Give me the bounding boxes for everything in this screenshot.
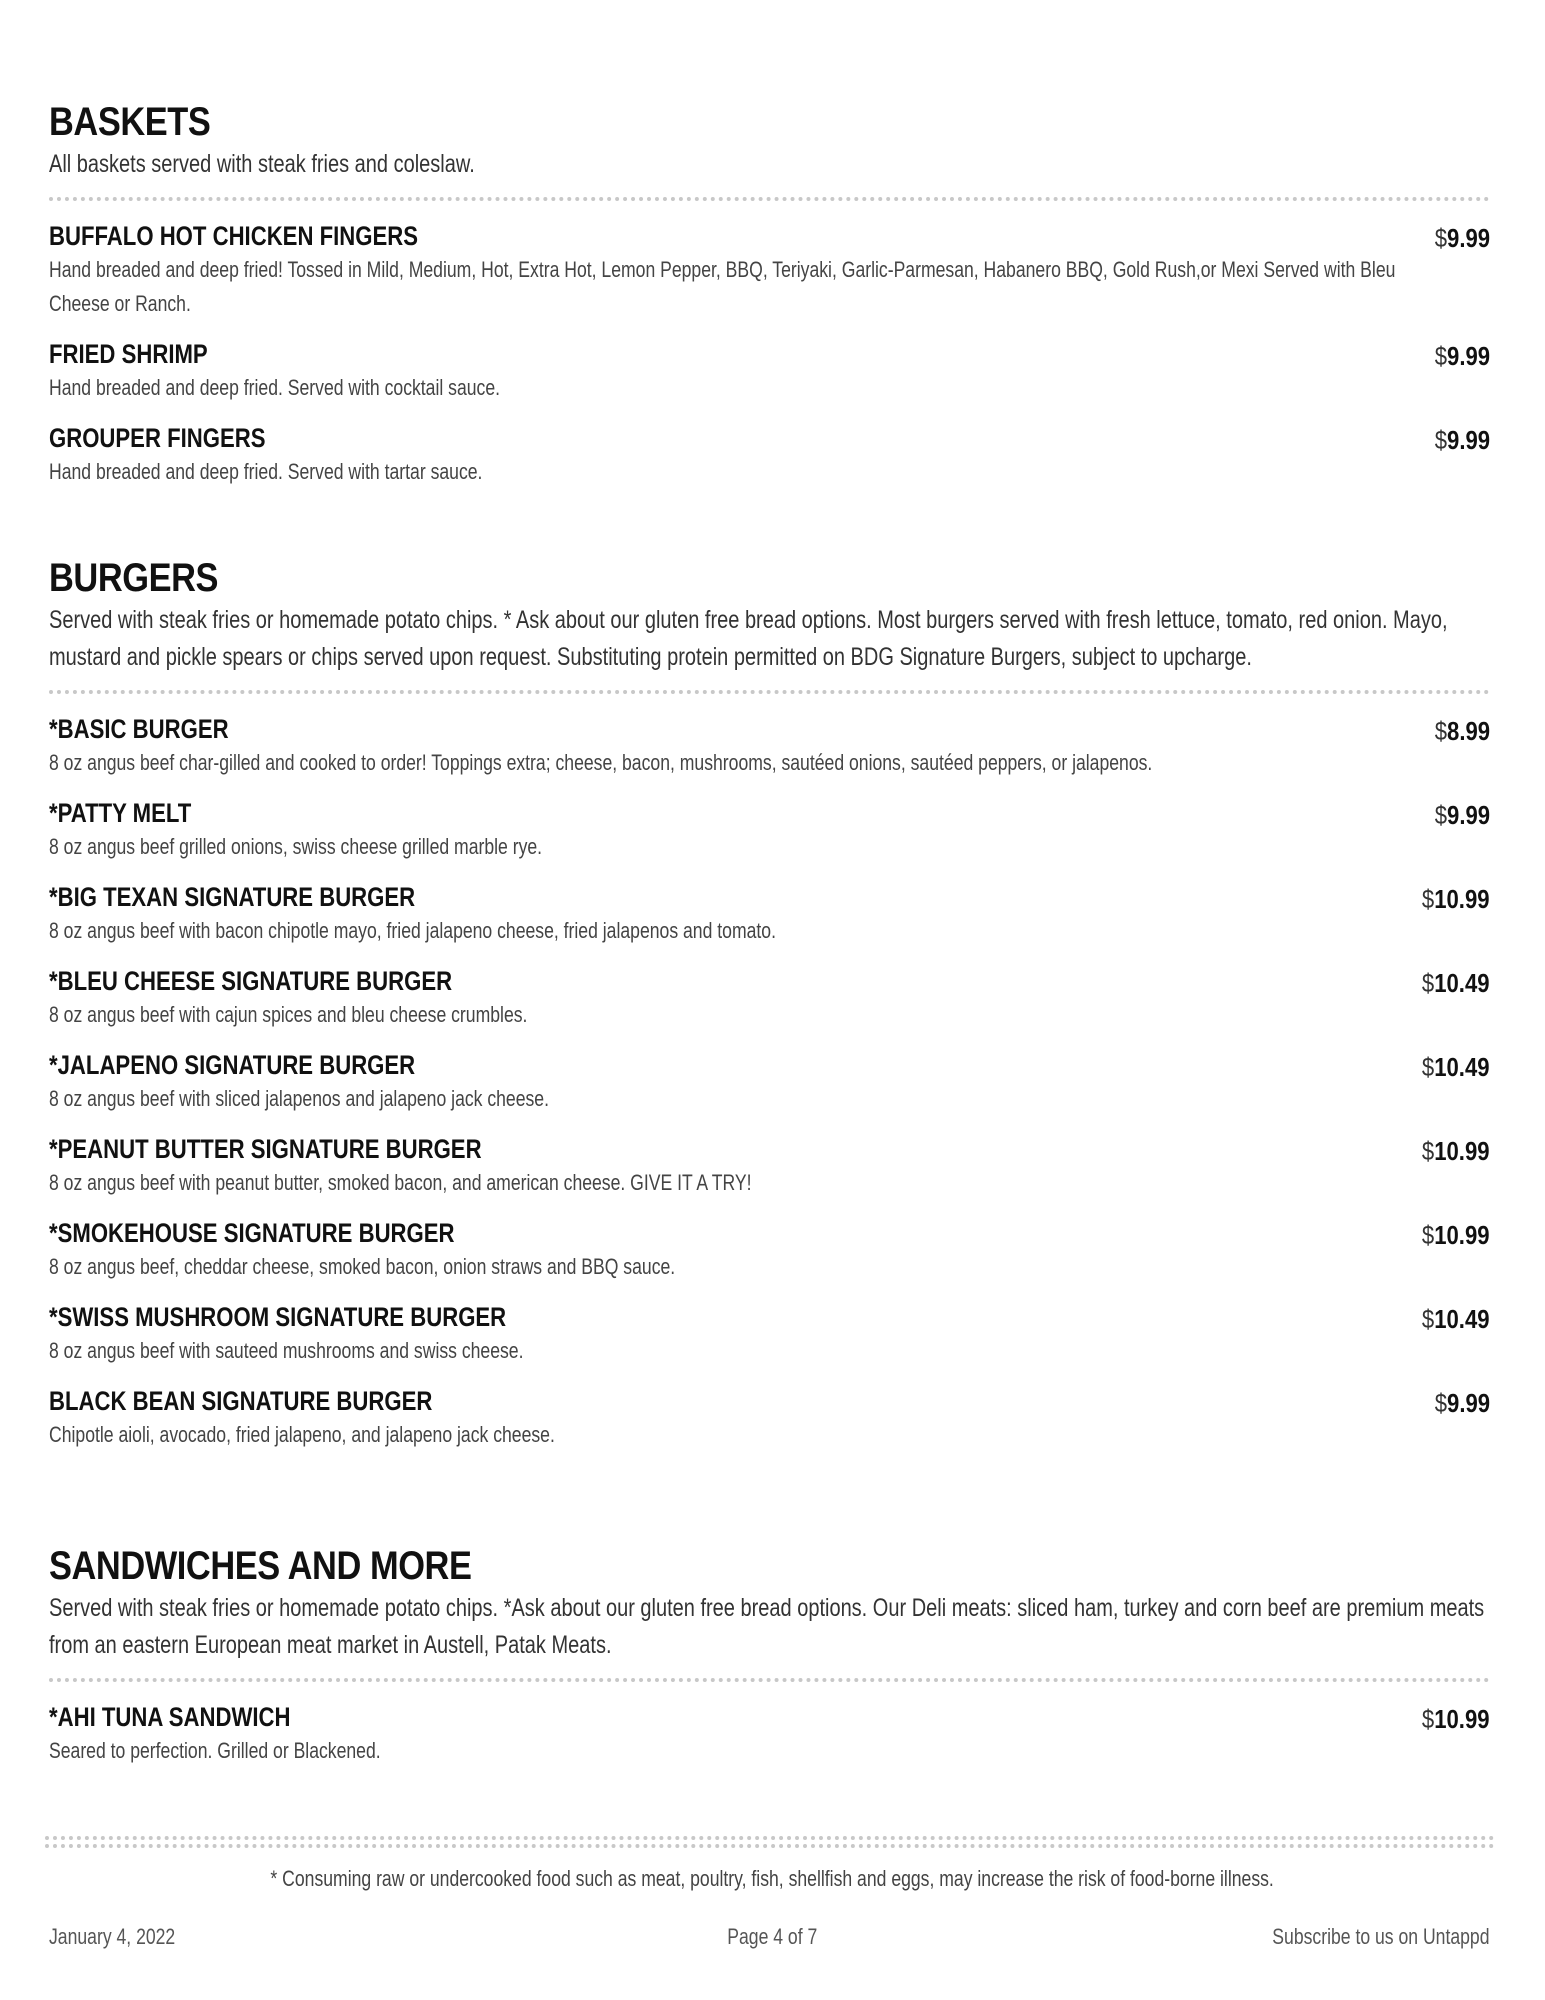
item-description: Hand breaded and deep fried. Served with tartar sauce. xyxy=(49,459,483,484)
price-value: 9.99 xyxy=(1446,800,1490,830)
page-number-text: Page 4 of 7 xyxy=(727,1924,818,1949)
item-price xyxy=(1422,1704,1490,1735)
currency-symbol: $ xyxy=(1422,1220,1435,1250)
section-divider xyxy=(49,690,1490,694)
price-value: 10.99 xyxy=(1434,1220,1490,1250)
section-burgers xyxy=(49,556,1490,1468)
section-description: Served with steak fries or homemade potato chips. *Ask about our gluten free bread options. Our Deli meats: sliced ham, turkey and corn beef are premium meats from an eastern European meat market in Austell, Patak Meats. xyxy=(49,1594,1485,1659)
currency-symbol: $ xyxy=(1434,716,1447,746)
currency-symbol: $ xyxy=(1434,223,1447,253)
menu-item xyxy=(49,796,1490,864)
menu-item xyxy=(49,1384,1490,1452)
menu-item xyxy=(49,219,1490,321)
item-description: Hand breaded and deep fried! Tossed in Mild, Medium, Hot, Extra Hot, Lemon Pepper, BBQ, Teriyaki, Garlic-Parmesan, Habanero BBQ, Gold Rush,or Mexi Served with Bleu Cheese or Ranch. xyxy=(49,257,1396,316)
footer-divider xyxy=(45,1844,1495,1848)
item-name: *BASIC BURGER xyxy=(49,714,229,744)
item-name: BUFFALO HOT CHICKEN FINGERS xyxy=(49,221,418,251)
item-name: *AHI TUNA SANDWICH xyxy=(49,1702,291,1732)
currency-symbol: $ xyxy=(1434,800,1447,830)
item-name: *JALAPENO SIGNATURE BURGER xyxy=(49,1050,416,1080)
item-price xyxy=(1435,341,1490,372)
item-description: 8 oz angus beef, cheddar cheese, smoked bacon, onion straws and BBQ sauce. xyxy=(49,1254,676,1279)
item-price xyxy=(1422,1220,1490,1251)
menu-item xyxy=(49,421,1490,489)
menu-item xyxy=(49,1700,1490,1768)
section-title: BASKETS xyxy=(49,100,211,144)
disclaimer xyxy=(0,1866,1545,1892)
price-value: 9.99 xyxy=(1446,341,1490,371)
menu-item xyxy=(49,880,1490,948)
section-baskets xyxy=(49,100,1490,505)
section-description: Served with steak fries or homemade potato chips. * Ask about our gluten free bread options. Most burgers served with fresh lettuce, tomato, red onion. Mayo, mustard and pickle spears or chips served upon request. Substituting protein permitted on BDG Signature Burgers, subject to upcharge. xyxy=(49,606,1448,671)
price-value: 10.49 xyxy=(1434,1052,1490,1082)
item-name: *PEANUT BUTTER SIGNATURE BURGER xyxy=(49,1134,482,1164)
currency-symbol: $ xyxy=(1434,341,1447,371)
price-value: 8.99 xyxy=(1446,716,1490,746)
item-description: Hand breaded and deep fried. Served with cocktail sauce. xyxy=(49,375,501,400)
disclaimer-text: * Consuming raw or undercooked food such as meat, poultry, fish, shellfish and eggs, may increase the risk of food-borne illness. xyxy=(270,1866,1275,1891)
subscribe-link[interactable] xyxy=(1218,1924,1490,1950)
currency-symbol: $ xyxy=(1434,425,1447,455)
item-price xyxy=(1422,1304,1490,1335)
item-name: *BLEU CHEESE SIGNATURE BURGER xyxy=(49,966,453,996)
menu-item xyxy=(49,712,1490,780)
menu-item xyxy=(49,1300,1490,1368)
currency-symbol: $ xyxy=(1434,1388,1447,1418)
menu-item xyxy=(49,1216,1490,1284)
currency-symbol: $ xyxy=(1422,1052,1435,1082)
item-description: 8 oz angus beef with sauteed mushrooms and swiss cheese. xyxy=(49,1338,524,1363)
menu-item xyxy=(49,1048,1490,1116)
item-price xyxy=(1422,1136,1490,1167)
item-description: Chipotle aioli, avocado, fried jalapeno, and jalapeno jack cheese. xyxy=(49,1422,555,1447)
item-price xyxy=(1422,884,1490,915)
price-value: 10.99 xyxy=(1434,884,1490,914)
item-name: FRIED SHRIMP xyxy=(49,339,208,369)
section-sandwiches xyxy=(49,1544,1490,1784)
item-description: Seared to perfection. Grilled or Blackened. xyxy=(49,1738,381,1763)
currency-symbol: $ xyxy=(1422,1136,1435,1166)
price-value: 9.99 xyxy=(1446,223,1490,253)
item-price xyxy=(1435,425,1490,456)
footer-divider xyxy=(45,1836,1495,1840)
currency-symbol: $ xyxy=(1422,884,1435,914)
item-name: GROUPER FINGERS xyxy=(49,423,266,453)
item-description: 8 oz angus beef grilled onions, swiss cheese grilled marble rye. xyxy=(49,834,543,859)
price-value: 9.99 xyxy=(1446,1388,1490,1418)
section-divider xyxy=(49,197,1490,201)
item-name: *BIG TEXAN SIGNATURE BURGER xyxy=(49,882,416,912)
item-price xyxy=(1422,1052,1490,1083)
item-price xyxy=(1422,968,1490,999)
item-price xyxy=(1435,800,1490,831)
item-description: 8 oz angus beef with bacon chipotle mayo, fried jalapeno cheese, fried jalapenos and tomato. xyxy=(49,918,776,943)
price-value: 9.99 xyxy=(1446,425,1490,455)
subscribe-text[interactable]: Subscribe to us on Untappd xyxy=(1272,1924,1490,1949)
item-price xyxy=(1435,1388,1490,1419)
item-price xyxy=(1435,223,1490,254)
date-text: January 4, 2022 xyxy=(49,1924,176,1949)
item-price xyxy=(1435,716,1490,747)
price-value: 10.99 xyxy=(1434,1136,1490,1166)
menu-item xyxy=(49,337,1490,405)
currency-symbol: $ xyxy=(1422,1704,1435,1734)
section-title: BURGERS xyxy=(49,556,219,600)
section-divider xyxy=(49,1678,1490,1682)
section-title: SANDWICHES AND MORE xyxy=(49,1544,472,1588)
item-description: 8 oz angus beef with peanut butter, smoked bacon, and american cheese. GIVE IT A TRY! xyxy=(49,1170,752,1195)
item-name: *SMOKEHOUSE SIGNATURE BURGER xyxy=(49,1218,455,1248)
price-value: 10.49 xyxy=(1434,1304,1490,1334)
menu-item xyxy=(49,1132,1490,1200)
item-description: 8 oz angus beef with cajun spices and bleu cheese crumbles. xyxy=(49,1002,528,1027)
item-name: *PATTY MELT xyxy=(49,798,192,828)
menu-item xyxy=(49,964,1490,1032)
currency-symbol: $ xyxy=(1422,968,1435,998)
item-name: BLACK BEAN SIGNATURE BURGER xyxy=(49,1386,433,1416)
section-description: All baskets served with steak fries and coleslaw. xyxy=(49,150,475,178)
item-name: *SWISS MUSHROOM SIGNATURE BURGER xyxy=(49,1302,507,1332)
item-description: 8 oz angus beef char-gilled and cooked to order! Toppings extra; cheese, bacon, mushrooms, sautéed onions, sautéed peppers, or jalapenos. xyxy=(49,750,1153,775)
price-value: 10.99 xyxy=(1434,1704,1490,1734)
price-value: 10.49 xyxy=(1434,968,1490,998)
currency-symbol: $ xyxy=(1422,1304,1435,1334)
item-description: 8 oz angus beef with sliced jalapenos and jalapeno jack cheese. xyxy=(49,1086,549,1111)
